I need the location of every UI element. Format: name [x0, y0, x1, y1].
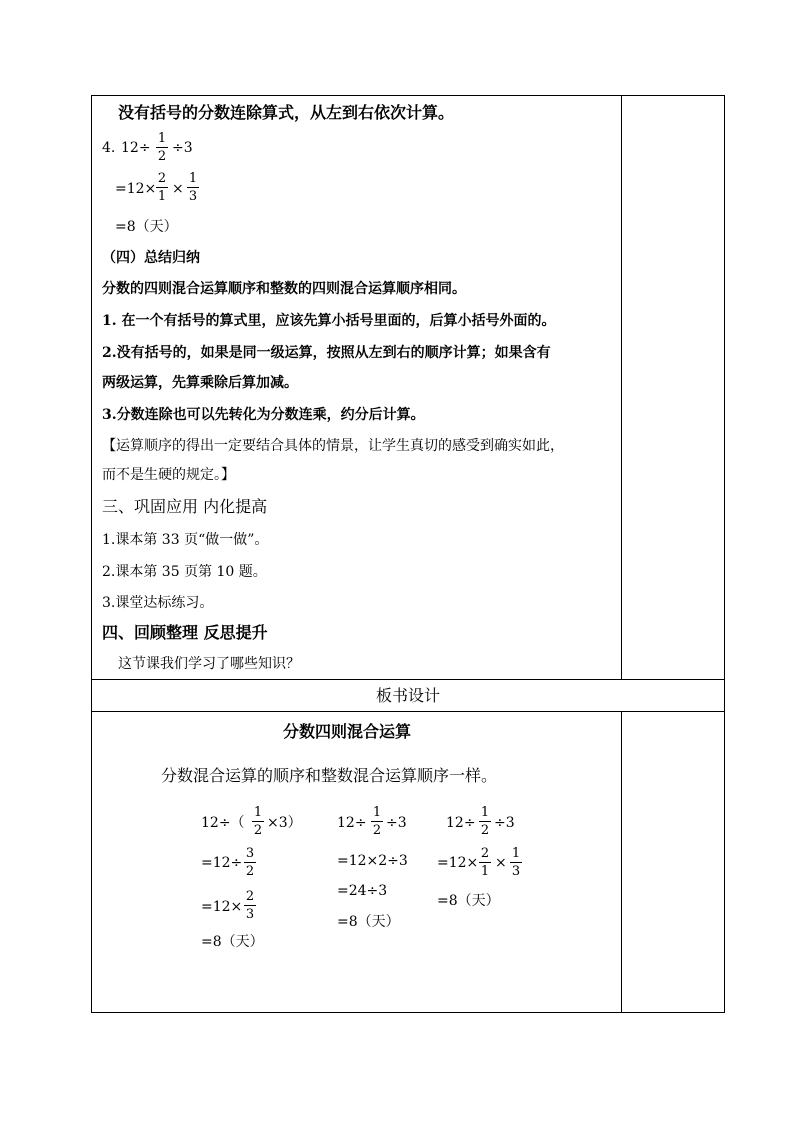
section-4-text: 这节课我们学习了哪些知识？	[118, 656, 300, 672]
fraction-denominator: 1	[157, 189, 167, 204]
fraction	[156, 131, 168, 164]
fraction	[371, 805, 383, 838]
fraction-bar	[510, 862, 522, 863]
col2-line1-b: ÷3	[386, 815, 407, 831]
table-border-right	[724, 95, 725, 1013]
fraction	[479, 846, 491, 879]
col2-line1-a: 12÷	[337, 815, 367, 831]
fraction-bar	[244, 905, 256, 906]
summary-intro: 分数的四则混合运算顺序和整数的四则混合运算顺序相同。	[102, 281, 466, 297]
fraction-bar	[371, 821, 383, 822]
section-3-item-3: 3.课堂达标练习。	[102, 595, 214, 611]
fraction-bar	[479, 862, 491, 863]
fraction	[479, 805, 491, 838]
fraction-numerator: 2	[157, 171, 167, 186]
example4-expr-b: ÷3	[172, 140, 193, 156]
col2-line4: =8（天）	[337, 914, 400, 930]
rule-text: 没有括号的分数连除算式，从左到右依次计算。	[118, 103, 455, 122]
fraction	[244, 889, 256, 922]
fraction-denominator: 3	[511, 864, 521, 879]
fraction-numerator: 1	[511, 846, 521, 861]
col3-line2-a: =12×	[437, 855, 479, 871]
fraction-numerator: 2	[245, 889, 255, 904]
summary-point-2-line-1: 2.没有括号的，如果是同一级运算，按照从左到右的顺序计算；如果含有	[102, 345, 551, 361]
fraction-bar	[156, 147, 168, 148]
fraction-denominator: 2	[157, 149, 167, 164]
board-title: 分数四则混合运算	[283, 722, 412, 741]
fraction-denominator: 2	[372, 823, 382, 838]
col2-line2: =12×2÷3	[337, 853, 408, 869]
fraction	[156, 171, 168, 204]
example4-line3: =8（天）	[115, 219, 178, 235]
col1-line1-a: 12÷（	[201, 815, 245, 831]
example4-line2-b: ×	[172, 181, 184, 197]
summary-point-1: 1. 在一个有括号的算式里，应该先算小括号里面的，后算小括号外面的。	[102, 313, 556, 329]
row-divider-1	[91, 679, 725, 680]
example4-expr-a: 12÷	[121, 140, 151, 156]
col3-line1-a: 12÷	[446, 815, 476, 831]
fraction-numerator: 1	[157, 131, 167, 146]
summary-point-3: 3.分数连除也可以先转化为分数连乘，约分后计算。	[102, 407, 425, 423]
col3-line3: =8（天）	[437, 893, 500, 909]
summary-heading: （四）总结归纳	[102, 250, 200, 266]
col3-line1-b: ÷3	[494, 815, 515, 831]
board-subtitle: 分数混合运算的顺序和整数混合运算顺序一样。	[161, 766, 498, 785]
fraction-numerator: 3	[245, 846, 255, 861]
col1-line1-b: ×3）	[267, 815, 302, 831]
col1-line3-a: =12×	[201, 899, 243, 915]
fraction-bar	[187, 187, 199, 188]
fraction-denominator: 2	[253, 823, 263, 838]
fraction	[252, 805, 264, 838]
fraction-numerator: 1	[480, 805, 490, 820]
fraction	[510, 846, 522, 879]
fraction	[244, 846, 256, 879]
summary-point-2-line-2: 两级运算，先算乘除后算加减。	[102, 375, 298, 391]
fraction-bar	[479, 821, 491, 822]
col1-line4: =8（天）	[201, 934, 264, 950]
col1-line2-a: =12÷	[201, 855, 243, 871]
fraction-denominator: 1	[480, 864, 490, 879]
col3-line2-b: ×	[495, 855, 507, 871]
fraction-bar	[244, 862, 256, 863]
example4-line2-a: =12×	[115, 181, 157, 197]
section-3-item-2: 2.课本第 35 页第 10 题。	[102, 564, 267, 580]
column-divider-bottom	[621, 711, 622, 1013]
fraction-numerator: 1	[188, 171, 198, 186]
fraction-numerator: 1	[372, 805, 382, 820]
section-3-heading: 三、巩固应用 内化提高	[102, 497, 268, 516]
fraction	[187, 171, 199, 204]
fraction-denominator: 2	[480, 823, 490, 838]
example4-label: 4.	[102, 140, 116, 156]
fraction-numerator: 2	[480, 846, 490, 861]
table-border-left	[91, 95, 92, 1013]
teaching-note-line-2: 而不是生硬的规定。】	[102, 467, 235, 483]
section-3-item-1: 1.课本第 33 页“做一做”。	[102, 532, 269, 548]
section-4-heading: 四、回顾整理 反思提升	[102, 623, 268, 642]
fraction-denominator: 2	[245, 864, 255, 879]
fraction-denominator: 3	[245, 907, 255, 922]
table-border-bottom	[91, 1012, 725, 1013]
fraction-numerator: 1	[253, 805, 263, 820]
fraction-bar	[156, 187, 168, 188]
table-border-top	[91, 95, 725, 96]
fraction-bar	[252, 821, 264, 822]
col2-line3: =24÷3	[337, 883, 388, 899]
board-design-header: 板书设计	[375, 686, 440, 705]
column-divider-top	[621, 95, 622, 680]
teaching-note-line-1: 【运算顺序的得出一定要结合具体的情景，让学生真切的感受到确实如此，	[102, 438, 564, 454]
fraction-denominator: 3	[188, 189, 198, 204]
row-divider-2	[91, 711, 725, 712]
